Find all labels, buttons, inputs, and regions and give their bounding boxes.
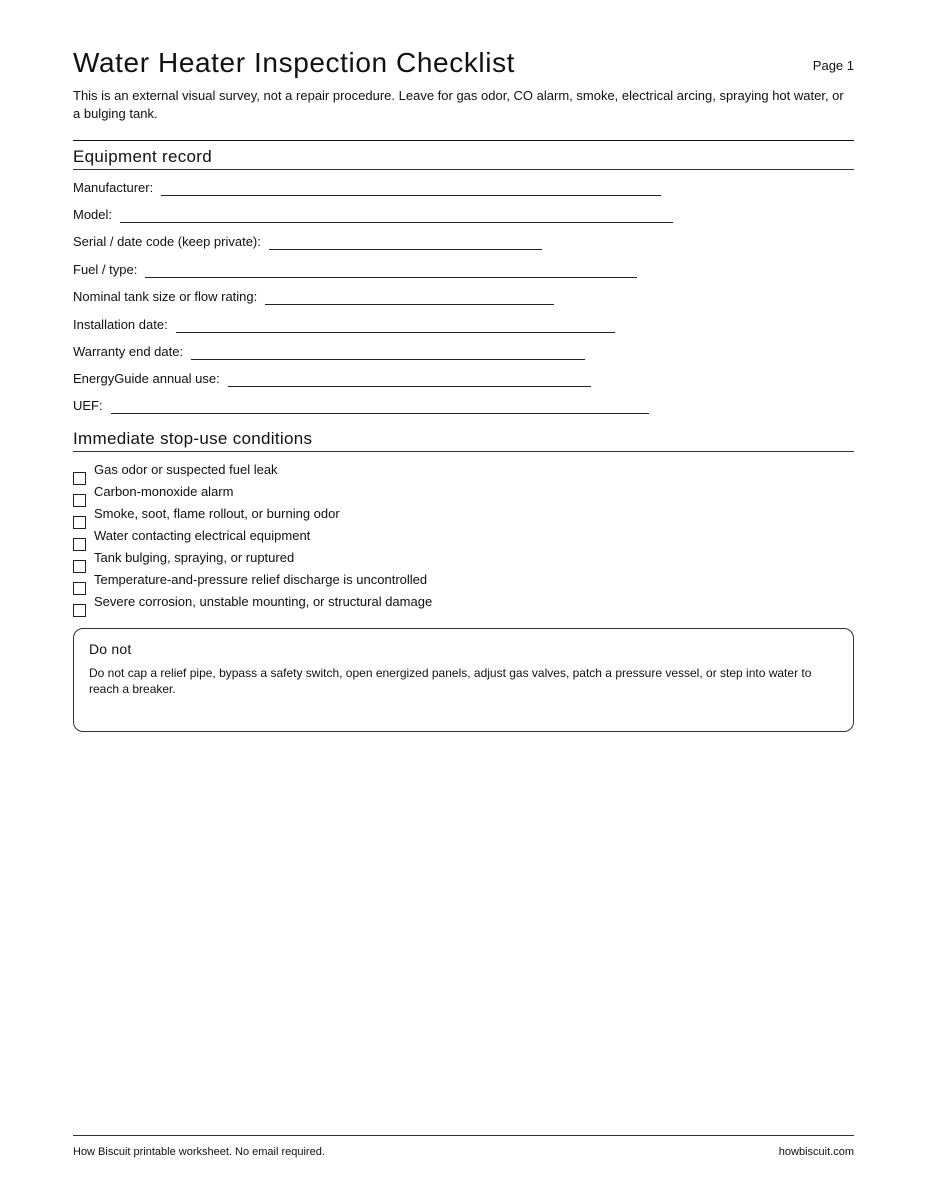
manufacturer-input-line[interactable] — [161, 183, 661, 196]
checklist-item-label: Tank bulging, spraying, or ruptured — [94, 550, 295, 565]
section-heading-equipment: Equipment record — [73, 147, 854, 170]
callout-title: Do not — [89, 641, 132, 657]
warranty-end-date-input-line[interactable] — [191, 347, 585, 360]
checklist-item-label: Carbon-monoxide alarm — [94, 484, 234, 499]
field-fuel-type — [73, 262, 637, 278]
section-heading-stop-use: Immediate stop-use conditions — [73, 429, 854, 452]
checklist-item-label: Water contacting electrical equipment — [94, 528, 311, 543]
field-manufacturer — [73, 180, 661, 196]
field-installation-date — [73, 317, 615, 333]
checkbox[interactable] — [73, 604, 86, 617]
field-label: EnergyGuide annual use: — [73, 371, 220, 386]
checklist-item — [73, 550, 673, 572]
checklist-item-label: Gas odor or suspected fuel leak — [94, 462, 278, 477]
footer-website: howbiscuit.com — [778, 1146, 854, 1158]
energyguide-input-line[interactable] — [228, 374, 591, 387]
intro-text: This is an external visual survey, not a repair procedure. Leave for gas odor, CO alarm, smoke, electrical arcing, spraying hot water, or a bulging tank. — [73, 88, 844, 121]
uef-input-line[interactable] — [111, 401, 649, 414]
field-energyguide-annual-use — [73, 371, 591, 387]
checklist-item — [73, 572, 673, 594]
field-uef — [73, 398, 649, 414]
checklist-item-label: Severe corrosion, unstable mounting, or structural damage — [94, 594, 433, 609]
field-tank-size — [73, 289, 554, 305]
checklist-item — [73, 594, 673, 616]
page-title: Water Heater Inspection Checklist — [73, 47, 516, 78]
field-warranty-end-date — [73, 344, 585, 360]
field-label: Manufacturer: — [73, 180, 154, 195]
worksheet-page — [73, 0, 854, 1200]
footer-note: How Biscuit printable worksheet. No email required. — [73, 1146, 325, 1158]
tank-size-input-line[interactable] — [265, 292, 554, 305]
callout-body: Do not cap a relief pipe, bypass a safety switch, open energized panels, adjust gas valves, patch a pressure vessel, or step into water to reach a breaker. — [89, 666, 812, 696]
field-label: Model: — [73, 207, 113, 222]
header-divider — [73, 140, 854, 141]
checklist-item-label: Smoke, soot, flame rollout, or burning odor — [94, 506, 340, 521]
field-label: UEF: — [73, 398, 103, 413]
field-label: Serial / date code (keep private): — [73, 234, 261, 249]
model-input-line[interactable] — [120, 210, 673, 223]
checklist-item — [73, 484, 673, 506]
checklist-item-label: Temperature-and-pressure relief discharge is uncontrolled — [94, 572, 428, 587]
footer-divider — [73, 1135, 854, 1136]
checklist-item — [73, 528, 673, 550]
field-label: Installation date: — [73, 317, 168, 332]
field-label: Nominal tank size or flow rating: — [73, 289, 258, 304]
field-label: Fuel / type: — [73, 262, 138, 277]
checklist-item — [73, 462, 673, 484]
installation-date-input-line[interactable] — [176, 320, 615, 333]
field-label: Warranty end date: — [73, 344, 184, 359]
field-serial-date-code — [73, 234, 542, 250]
fuel-type-input-line[interactable] — [145, 265, 637, 278]
serial-input-line[interactable] — [269, 237, 542, 250]
checklist-item — [73, 506, 673, 528]
page-number: Page 1 — [812, 58, 854, 73]
field-model — [73, 207, 673, 223]
do-not-callout — [73, 628, 854, 732]
